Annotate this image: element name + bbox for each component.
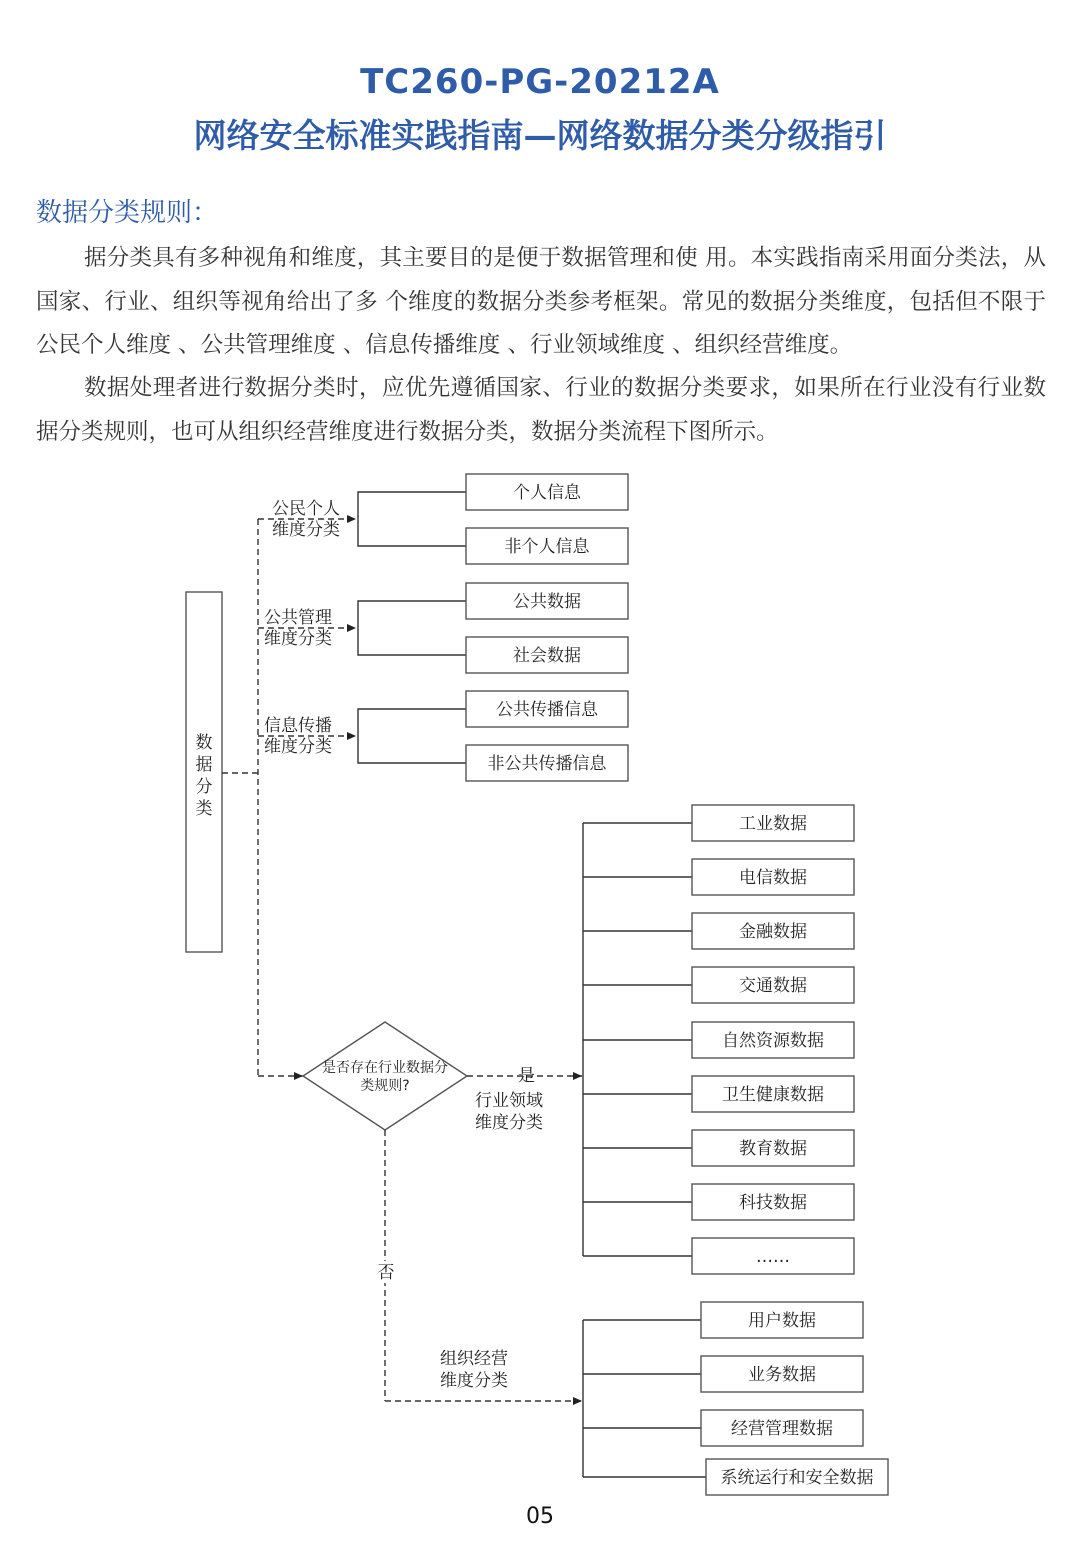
document-title: 网络安全标准实践指南—网络数据分类分级指引	[193, 116, 887, 155]
category-label: 个人信息	[513, 483, 581, 503]
industry-label-line: 维度分类	[475, 1113, 543, 1133]
category-label: 科技数据	[739, 1193, 807, 1213]
no-label: 否	[377, 1263, 395, 1283]
category-label: ……	[756, 1247, 790, 1267]
page-number: 05	[526, 1504, 554, 1529]
dimension-label-line: 公共管理	[264, 608, 332, 628]
dimension-label-line: 公民个人	[272, 499, 340, 519]
organization-label-line: 维度分类	[440, 1371, 508, 1391]
bracket-dimension-1	[358, 492, 466, 546]
section-heading: 数据分类规则：	[36, 198, 219, 228]
category-label: 公共传播信息	[496, 700, 598, 720]
category-label: 业务数据	[748, 1365, 816, 1385]
category-label: 金融数据	[739, 922, 807, 942]
bracket-dimension-2	[358, 601, 466, 655]
category-label: 经营管理数据	[731, 1419, 833, 1439]
root-label-char: 类	[195, 799, 213, 819]
industry-label-line: 行业领域	[475, 1091, 543, 1111]
paragraph-1: 据分类具有多种视角和维度，其主要目的是便于数据管理和使 用。本实践指南采用面分类法，从国家、行业、组织等视角给出了多 个维度的数据分类参考框架。常见的数据分类维度，包括但不限于公民个人维度 、公共管理维度 、信息传播维度 、行业领域维度 、组织经营维度。	[36, 245, 1046, 358]
organization-label-line: 组织经营	[440, 1349, 508, 1369]
root-label-char: 数	[195, 733, 213, 753]
dimension-label-line: 信息传播	[264, 716, 332, 736]
paragraph-2: 数据处理者进行数据分类时，应优先遵循国家、行业的数据分类要求，如果所在行业没有行业数据分类规则，也可从组织经营维度进行数据分类，数据分类流程下图所示。	[36, 375, 1046, 445]
category-label: 用户数据	[748, 1311, 816, 1331]
category-label: 交通数据	[739, 976, 807, 996]
category-label: 非公共传播信息	[487, 754, 607, 774]
category-label: 教育数据	[739, 1139, 807, 1159]
dimension-label-line: 维度分类	[272, 520, 340, 540]
yes-label: 是	[518, 1066, 535, 1086]
dimension-label-line: 维度分类	[264, 629, 332, 649]
category-label: 公共数据	[513, 592, 581, 612]
category-label: 卫生健康数据	[722, 1085, 824, 1105]
root-label-char: 据	[195, 755, 213, 775]
root-label-char: 分	[195, 777, 213, 797]
decision-text: 是否存在行业数据分	[322, 1060, 448, 1076]
category-label: 自然资源数据	[722, 1031, 824, 1051]
decision-diamond	[303, 1022, 467, 1130]
document-code: TC260-PG-20212A	[360, 62, 720, 102]
dimension-label-line: 维度分类	[264, 737, 332, 757]
category-label: 社会数据	[513, 646, 581, 666]
bracket-dimension-3	[358, 709, 466, 763]
category-label: 电信数据	[739, 868, 807, 888]
category-label: 非个人信息	[504, 537, 590, 557]
decision-text: 类规则?	[360, 1078, 410, 1094]
category-label: 工业数据	[739, 814, 807, 834]
category-label: 系统运行和安全数据	[720, 1468, 874, 1488]
